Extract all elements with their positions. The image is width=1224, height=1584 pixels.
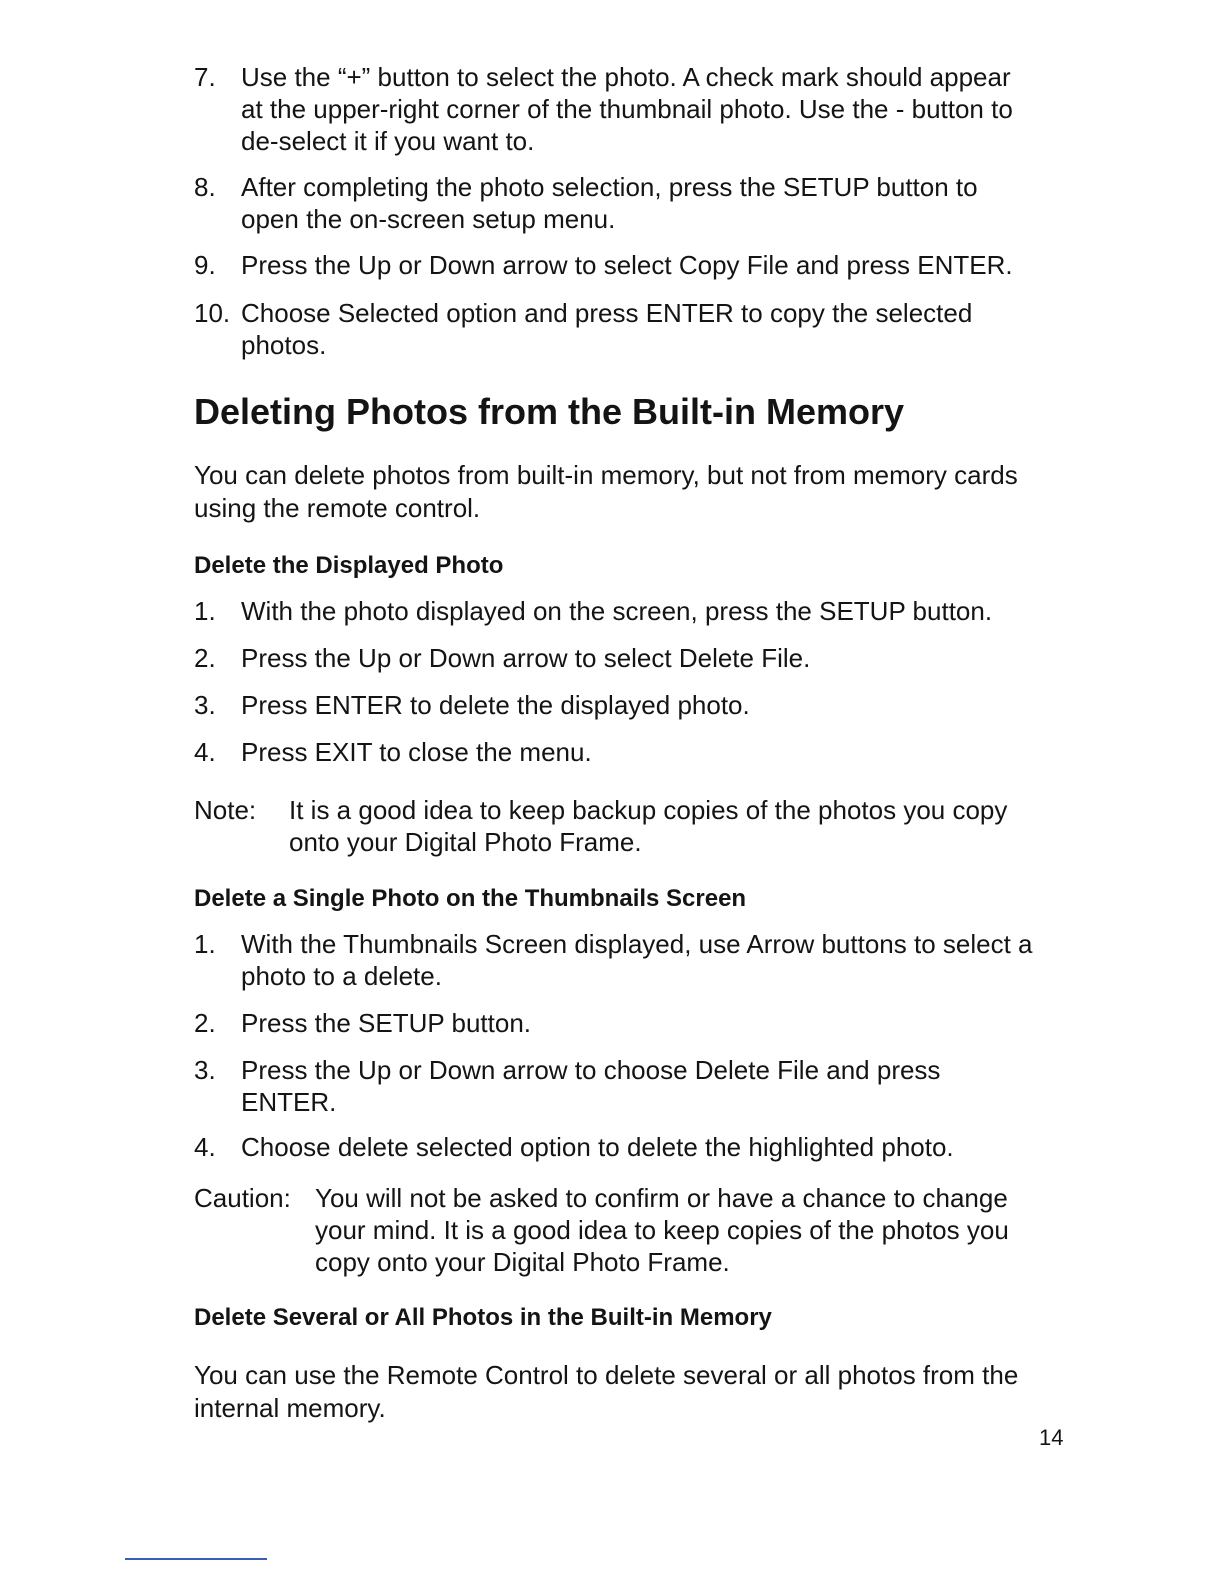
list-number: 1. (194, 596, 216, 626)
list-item (194, 249, 1054, 281)
note-label: Note: (194, 795, 257, 825)
list-text: With the Thumbnails Screen displayed, use Arrow buttons to select a photo to a delete. (241, 929, 1033, 991)
list-item (194, 595, 1054, 627)
caution-text: You will not be asked to confirm or have a chance to change your mind. It is a good idea to keep copies of the photos you copy onto your Digital Photo Frame. (315, 1183, 1009, 1277)
list-item (194, 171, 1054, 235)
page-number: 14 (1039, 1425, 1064, 1450)
list-text: After completing the photo selection, press the SETUP button to open the on-screen setup menu. (241, 172, 978, 234)
subsection-title-several: Delete Several or All Photos in the Built-in Memory (194, 1304, 772, 1331)
list-item (194, 736, 1054, 768)
list-text: Press ENTER to delete the displayed photo. (241, 690, 750, 720)
list-number: 10. (194, 298, 231, 328)
list-text: Press the Up or Down arrow to select Copy File and press ENTER. (241, 250, 1013, 280)
list-item (194, 1054, 1054, 1118)
list-text: Use the “+” button to select the photo. A check mark should appear at the upper-right corner of the thumbnail photo. Use the - button to de-select it if you want to. (241, 62, 1013, 156)
list-number: 7. (194, 62, 216, 92)
list-number: 9. (194, 250, 216, 280)
several-paragraph: You can use the Remote Control to delete several or all photos from the internal memory. (194, 1360, 1019, 1423)
list-item (194, 928, 1054, 992)
list-item (194, 1007, 1054, 1039)
list-text: Press the Up or Down arrow to select Delete File. (241, 643, 811, 673)
list-text: Choose delete selected option to delete the highlighted photo. (241, 1132, 954, 1162)
list-number: 8. (194, 172, 216, 202)
list-text: Press the SETUP button. (241, 1008, 531, 1038)
subsection-title-displayed-photo: Delete the Displayed Photo (194, 552, 504, 579)
note-block (194, 794, 1054, 858)
list-number: 1. (194, 929, 216, 959)
caution-label: Caution: (194, 1183, 291, 1213)
note-text: It is a good idea to keep backup copies of the photos you copy onto your Digital Photo Frame. (289, 795, 1008, 857)
list-item (194, 642, 1054, 674)
subsection-title-thumbnails: Delete a Single Photo on the Thumbnails Screen (194, 885, 747, 912)
list-number: 3. (194, 690, 216, 720)
list-number: 2. (194, 643, 216, 673)
section-title: Deleting Photos from the Built-in Memory (194, 391, 905, 432)
caution-block (194, 1182, 1054, 1278)
footer-divider (125, 1558, 267, 1560)
intro-paragraph: You can delete photos from built-in memory, but not from memory cards using the remote control. (194, 460, 1018, 523)
list-number: 2. (194, 1008, 216, 1038)
list-item (194, 1131, 1054, 1163)
list-item (194, 689, 1054, 721)
list-text: Press EXIT to close the menu. (241, 737, 592, 767)
list-number: 3. (194, 1055, 216, 1085)
list-text: Choose Selected option and press ENTER to copy the selected photos. (241, 298, 973, 360)
list-text: Press the Up or Down arrow to choose Delete File and press ENTER. (241, 1055, 941, 1117)
list-number: 4. (194, 1132, 216, 1162)
list-number: 4. (194, 737, 216, 767)
list-text: With the photo displayed on the screen, press the SETUP button. (241, 596, 993, 626)
list-item (194, 297, 1054, 361)
list-item (194, 61, 1054, 157)
